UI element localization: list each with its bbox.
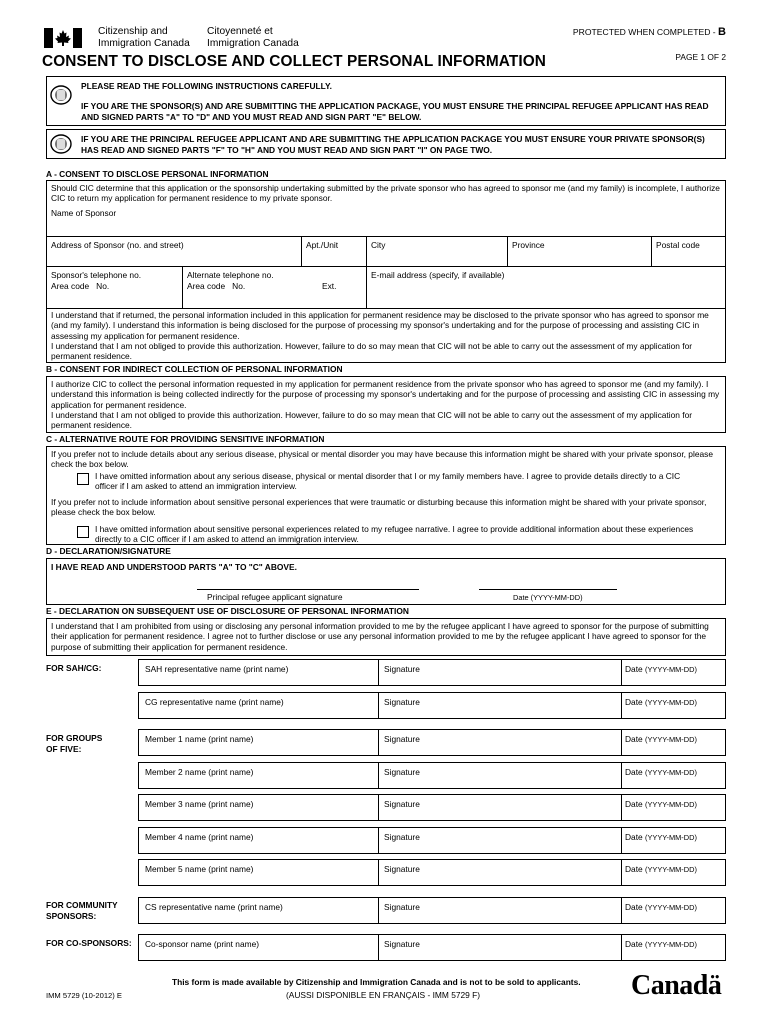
date-format: (YYYY-MM-DD) [645,800,697,809]
section-b-box [46,376,726,433]
page-number: PAGE 1 OF 2 [675,52,726,62]
date-format: (YYYY-MM-DD) [645,865,697,874]
dept-en-line1: Citizenship and [98,26,168,37]
section-a-statement: I understand that if returned, the personal information included in this application for permanent residence may be disclosed to the private sponsor who has agreed to sponsor me (and my family). I understand this information is being disclosed for the purpose of processing my sponsor's undertaking and for the purpose of processing and assisting CIC in assessing my application for permanent residence. [51,310,709,341]
tel-area-code [51,281,109,291]
omit-medical-checkbox[interactable] [77,473,89,485]
row-date-label [625,864,697,875]
row-date-label [625,799,697,810]
department-name-en [98,26,190,50]
date-word: Date [625,864,643,874]
group-label-groups-of-five: FOR GROUPS OF FIVE: [46,733,103,754]
sponsor-address-row [47,236,725,266]
canada-flag-icon [44,28,82,48]
row-signature-label: Signature [384,939,420,949]
group-label-co-sponsors: FOR CO-SPONSORS: [46,938,132,948]
date-word: Date [625,664,643,674]
date-format: (YYYY-MM-DD) [645,768,697,777]
no-label: No. [96,281,110,291]
date-word: Date [625,734,643,744]
department-name-fr [207,26,299,50]
row-signature-label: Signature [384,832,420,842]
section-a-box [46,180,726,363]
canada-wordmark: Canadä [631,970,722,1001]
section-c-text1: If you prefer not to include details about any serious disease, physical or mental disorder you may have because this information might be shared with your private sponsor, please check the box below. [51,449,713,470]
instructions-heading: PLEASE READ THE FOLLOWING INSTRUCTIONS CAREFULLY. [81,81,332,91]
alt-area-code [187,281,245,291]
row-date-label [625,734,697,745]
address-label: Address of Sponsor (no. and street) [51,240,184,250]
protected-level: B [718,26,726,38]
section-d-heading: D - DECLARATION/SIGNATURE [46,546,171,556]
applicant-date-field[interactable] [479,589,617,590]
instructions-sponsor-text: IF YOU ARE THE SPONSOR(S) AND ARE SUBMITTING THE APPLICATION PACKAGE, YOU MUST ENSURE THE PRINCIPAL REFUGEE APPLICANT HAS READ AND SIGNED PARTS "A" TO "D" AND YOU MUST READ AND SIGN PART "E" BELOW. [81,101,709,122]
date-word: Date [625,832,643,842]
section-a-heading: A - CONSENT TO DISCLOSE PERSONAL INFORMATION [46,169,269,179]
declaration-text: I HAVE READ AND UNDERSTOOD PARTS "A" TO "C" ABOVE. [51,562,297,572]
sig-row-community-sponsor[interactable] [138,897,726,924]
row-name-label: Co-sponsor name (print name) [145,939,260,949]
section-c-box [46,446,726,545]
area-code-label: Area code [51,281,90,291]
row-name-label: Member 5 name (print name) [145,864,254,874]
footer-french-availability: (AUSSI DISPONIBLE EN FRANÇAIS - IMM 5729 F) [286,990,481,1000]
row-signature-label: Signature [384,799,420,809]
row-date-label [625,697,697,708]
sig-row-member-1[interactable] [138,729,726,756]
section-e-box [46,618,726,656]
row-signature-label: Signature [384,902,420,912]
row-signature-label: Signature [384,767,420,777]
sponsor-phone-row [47,266,725,308]
sig-row-member-2[interactable] [138,762,726,789]
row-name-label: CG representative name (print name) [145,697,284,707]
applicant-signature-field[interactable] [197,589,419,590]
date-word: Date [625,767,643,777]
date-format: (YYYY-MM-DD) [645,903,697,912]
dept-fr-line2: Immigration Canada [207,38,299,49]
row-name-label: SAH representative name (print name) [145,664,289,674]
section-a-statement2: I understand that I am not obliged to provide this authorization. However, failure to do so may mean that CIC will not be able to carry out the assessment of my application for permanent residence. [51,341,693,362]
section-c-heading: C - ALTERNATIVE ROUTE FOR PROVIDING SENSITIVE INFORMATION [46,434,325,444]
city-label: City [371,240,386,250]
applicant-signature-label: Principal refugee applicant signature [207,592,343,602]
date-word: Date [625,697,643,707]
instructions-applicant-text: IF YOU ARE THE PRINCIPAL REFUGEE APPLICANT AND ARE SUBMITTING THE APPLICATION PACKAGE YOU MUST ENSURE YOUR PRIVATE SPONSOR(S) HAS READ AND SIGNED PARTS "F" TO "H" AND YOU MUST READ AND SIGN PART "I" ON PAGE TWO. [81,134,705,155]
apt-label: Apt./Unit [306,240,339,250]
section-a-intro: Should CIC determine that this application or the sponsorship undertaking submitted by the private sponsor who has agreed to sponsor me (and my family) is incomplete, I authorize CIC to return my application for permanent residence to my private sponsor. [51,183,720,204]
no-label: No. [232,281,246,291]
sig-row-member-4[interactable] [138,827,726,854]
ext-label: Ext. [322,281,337,291]
omit-experiences-label: I have omitted information about sensitive personal experiences related to my refugee narrative. I agree to provide additional information about these experiences directly to a CIC officer if I am asked to attend an immigration interview. [95,524,694,545]
row-signature-label: Signature [384,734,420,744]
sig-row-sah[interactable] [138,659,726,686]
row-signature-label: Signature [384,864,420,874]
omit-experiences-checkbox[interactable] [77,526,89,538]
section-b-heading: B - CONSENT FOR INDIRECT COLLECTION OF PERSONAL INFORMATION [46,364,343,374]
row-name-label: Member 3 name (print name) [145,799,254,809]
sig-row-member-5[interactable] [138,859,726,886]
row-signature-label: Signature [384,664,420,674]
group-label-community-sponsors: FOR COMMUNITY SPONSORS: [46,900,118,921]
form-identifier: IMM 5729 (10-2012) E [46,991,122,1000]
date-word: Date [625,939,643,949]
section-e-text: I understand that I am prohibited from using or disclosing any personal information provided to me by the refugee applicant I have agreed to sponsor for the purpose of submitting their application for permanent residence. I agree not to further disclose or use any personal information provided to me by the refugee applicant I have agreed to sponsor for the purpose of submitting their application for permanent residence. [51,621,709,652]
row-date-label [625,902,697,913]
omit-medical-label: I have omitted information about any serious disease, physical or mental disorder that I or my family members have. I agree to provide details directly to a CIC officer if I am asked to attend an immigration interview. [95,471,681,492]
date-format: (YYYY-MM-DD) [645,833,697,842]
date-format: (YYYY-MM-DD) [645,665,697,674]
section-d-box [46,558,726,605]
row-date-label [625,832,697,843]
group-label-sah-cg: FOR SAH/CG: [46,663,102,673]
row-date-label [625,664,697,675]
row-name-label: Member 1 name (print name) [145,734,254,744]
province-label: Province [512,240,545,250]
instructions-box-applicant [46,129,726,159]
row-signature-label: Signature [384,697,420,707]
dept-en-line2: Immigration Canada [98,38,190,49]
section-e-heading: E - DECLARATION ON SUBSEQUENT USE OF DISCLOSURE OF PERSONAL INFORMATION [46,606,409,616]
row-date-label [625,939,697,950]
email-label: E-mail address (specify, if available) [371,270,505,280]
row-date-label [625,767,697,778]
section-b-text2: I understand that I am not obliged to provide this authorization. However, failure to do so may mean that CIC will not be able to carry out the assessment of my application for permanent residence. [51,410,693,431]
row-name-label: Member 4 name (print name) [145,832,254,842]
applicant-date-label: Date (YYYY-MM-DD) [513,593,583,602]
hand-stop-icon [50,134,72,154]
section-c-text2: If you prefer not to include information about sensitive personal experiences that were traumatic or disturbing because this information might be shared with your private sponsor, please check the box below. [51,497,707,518]
hand-stop-icon [50,85,72,105]
sponsor-tel-label: Sponsor's telephone no. [51,270,142,280]
row-name-label: CS representative name (print name) [145,902,283,912]
date-format: (YYYY-MM-DD) [645,735,697,744]
date-format: (YYYY-MM-DD) [645,940,697,949]
row-name-label: Member 2 name (print name) [145,767,254,777]
sig-row-co-sponsor[interactable] [138,934,726,961]
form-title: CONSENT TO DISCLOSE AND COLLECT PERSONAL INFORMATION [42,53,546,70]
area-code-label: Area code [187,281,226,291]
instructions-box-sponsor [46,76,726,126]
footer-notice: This form is made available by Citizenship and Immigration Canada and is not to be sold to applicants. [172,977,581,987]
date-format: (YYYY-MM-DD) [645,698,697,707]
date-word: Date [625,902,643,912]
sig-row-cg[interactable] [138,692,726,719]
protected-label [573,26,726,39]
date-word: Date [625,799,643,809]
sponsor-name-label: Name of Sponsor [51,208,117,218]
postal-code-label: Postal code [656,240,700,250]
alt-tel-label: Alternate telephone no. [187,270,274,280]
dept-fr-line1: Citoyenneté et [207,26,273,37]
sig-row-member-3[interactable] [138,794,726,821]
protected-text: PROTECTED WHEN COMPLETED - [572,27,719,37]
section-b-text1: I authorize CIC to collect the personal information requested in my application for permanent residence from the private sponsor who has agreed to sponsor me (and my family). I understand this information is being collected indirectly for the purpose of processing my sponsor's undertaking and for the purpose of processing and assisting CIC in assessing my application for permanent residence. [51,379,720,410]
